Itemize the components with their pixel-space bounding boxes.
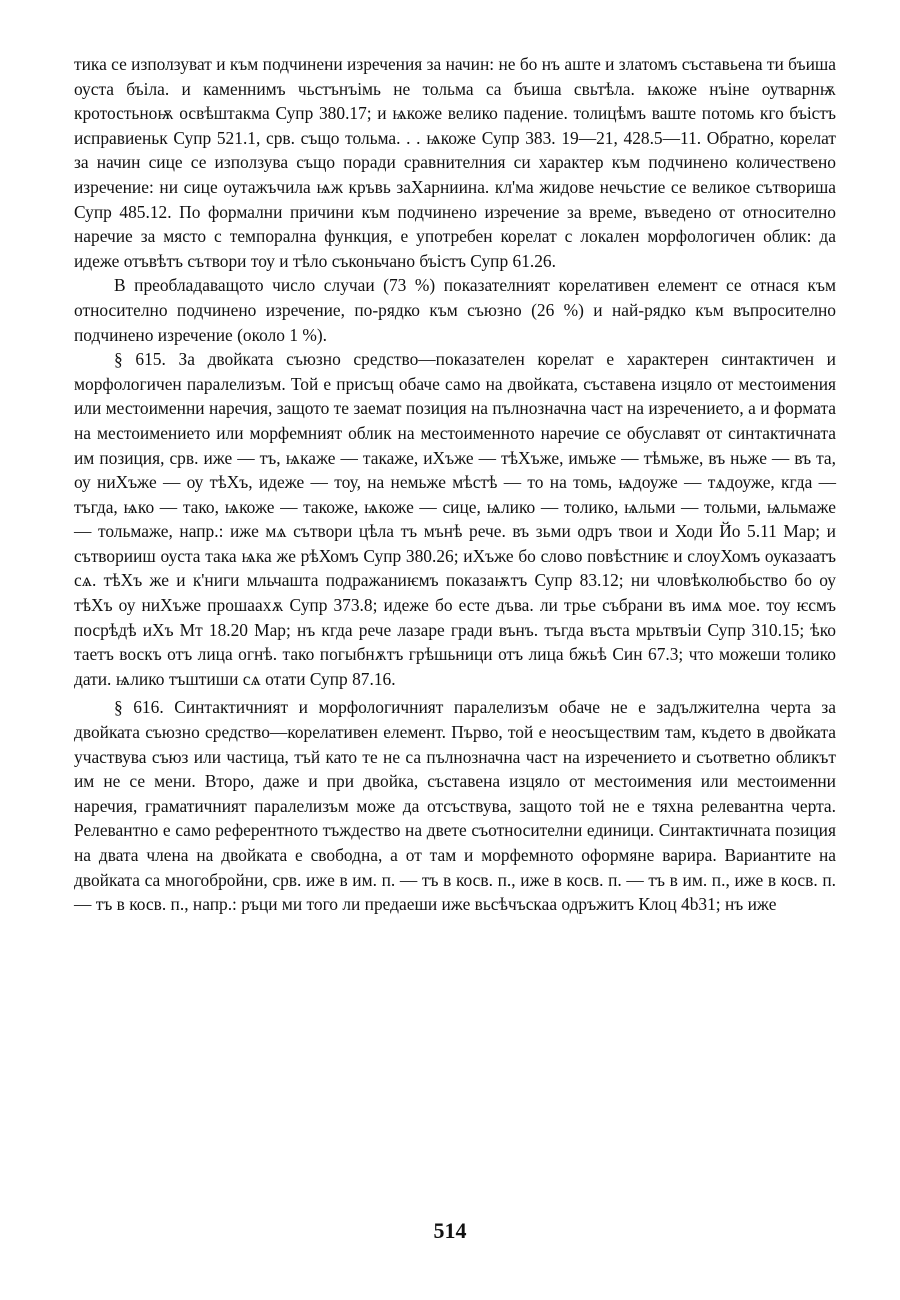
- paragraph-4: § 616. Синтактичният и морфологичният паралелизъм обаче не е задължителна черта за двойката съюзно средство—корелативен елемент. Първо, той е неосъществим там, където в двойката участвува съюз или частица, тъй като те не са пълнозначна част на изречението и съответно обликът им не се мени. Второ, даже и при двойка, съставена изцяло от местоимения или местоименни наречия, граматичният паралелизъм може да отсъствува, защото той не е тяхна релевантна черта. Релевантно е само референтното тъждество на двете съотносителни единици. Синтактичната позиция на двата члена на двойката е свободна, а от там и морфемното оформяне варира. Вариантите на двойката са многобройни, срв. иже в им. п. — тъ в косв. п., иже в косв. п. — тъ в им. п., иже в косв. п. — тъ в косв. п., напр.: ръци ми того ли предаеши иже вьсѣчъскаа одръжитъ Клоц 4b31; нъ иже: [74, 697, 836, 915]
- page-body: [74, 52, 836, 917]
- paragraph-3: § 615. За двойката съюзно средство—показателен корелат е характерен синтактичен и морфологичен паралелизъм. Той е присъщ обаче само на двойката, съставена изцяло от местоимения или местоименни наречия, защото те заемат позиция на пълнозначна част на изречението, а и формата на местоимението или морфемният облик на местоименното наречие се обуславят от синтактичната им позиция, срв. иже — тъ, ѩкаже — такаже, иХъже — тѣХъже, имьже — тѣмьже, въ ньже — въ та, оу ниХъже — оу тѣХъ, идеже — тоу, на немьже мѣстѣ — то на томь, ѩдоуже — тѧдоуже, кгда — тъгда, ѩко — тако, ѩкоже — такоже, ѩкоже — сице, ѩлико — толико, ѩльми — тольми, ѩльмаже — тольмаже, напр.: иже мѧ сътвори цѣла тъ мънѣ рече. въ зьми одръ твои и Ходи Йо 5.11 Мар; и сътворииш оуста така ѩка же рѣХомъ Супр 380.26; иХъже бо слово повѣстниѥ и слоуХомъ оуказаатъ сѧ. тѣХъ же и к'ниги мльчашта подражаниѥмъ показаѭтъ Супр 83.12; ни чловѣколюбьство бо оу тѣХъ оу ниХъже прошаахѫ Супр 373.8; идеже бо есте дъва. ли трье събрани въ имѧ мое. тоу ѥсмъ посрѣдѣ иХъ Мт 18.20 Мар; нъ кгда рече лазаре гради вънъ. тъгда въста мрьтвъіи Супр 310.15; ѣко таетъ воскъ отъ лица огнѣ. тако погыбнѫтъ грѣшьници отъ лица бжьѣ Син 67.3; что можеши толико дати. ѩлико тъштиши сѧ отати Супр 87.16.: [74, 349, 836, 689]
- paragraph-1: тика се използуват и към подчинени изречения за начин: не бо нъ аште и златомъ съставьена ти бъиша оуста бъіла. и каменнимъ чьстънъімь не тольма са бъиша свьтѣла. ѩкоже нъіне оутварнѭ кротостьноѭ освѣштакма Супр 380.17; и ѩкоже велико падениe. толицѣмъ ваште потомь кго бъістъ исправиеньк Супр 521.1, срв. също тольма. . . ѩкоже Супр 383. 19—21, 428.5—11. Обратно, корелат за начин сице се използува също поради сравнителния си характер към подчинено количествено изречение: ни сице оутажъчила ѩж кръвь заХарниина. кл'ма жидове нечьстиe се великое сътворишa Супр 485.12. По формални причини към подчинено изречение за време, въведено от относително наречие за място с темпорална функция, е употребен корелат с локален морфологичен облик: да идеже отъвѣтъ сътвори тоу и тѣло съконьчано бъістъ Супр 61.26.: [74, 54, 836, 271]
- page-number: 514: [433, 1218, 467, 1243]
- paragraph-2: В преобладаващото число случаи (73 %) показателният корелативен елемент се отнася към относително подчинено изречение, по-рядко към съюзно (26 %) и най-рядко към въпросително подчинено изречение (около 1 %).: [74, 275, 836, 345]
